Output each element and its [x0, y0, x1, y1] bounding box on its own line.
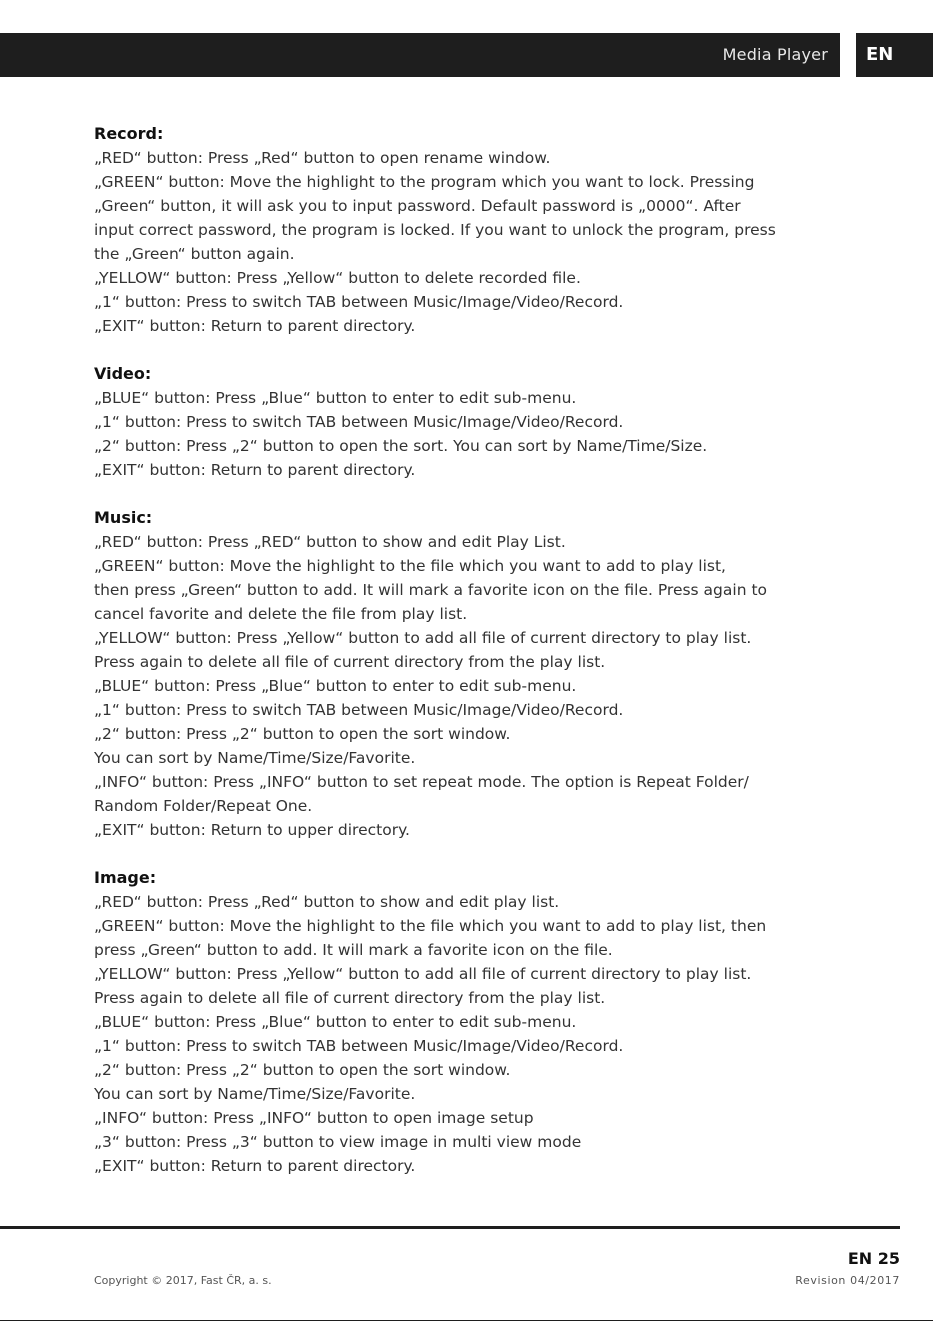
text-line: „2“ button: Press „2“ button to open the sort window. — [94, 725, 511, 743]
text-line: input correct password, the program is locked. If you want to unlock the program, press — [94, 221, 776, 239]
section-title: Video: — [94, 364, 152, 383]
header-title: Media Player — [722, 45, 828, 64]
text-line: Press again to delete all file of current directory from the play list. — [94, 653, 606, 671]
text-line: „YELLOW“ button: Press „Yellow“ button to add all file of current directory to play list. — [94, 965, 752, 983]
text-line: „BLUE“ button: Press „Blue“ button to enter to edit sub-menu. — [94, 389, 577, 407]
text-line: „1“ button: Press to switch TAB between Music/Image/Video/Record. — [94, 701, 624, 719]
text-line: „1“ button: Press to switch TAB between Music/Image/Video/Record. — [94, 413, 624, 431]
text-line: „GREEN“ button: Move the highlight to the program which you want to lock. Pressing — [94, 173, 755, 191]
text-line: Random Folder/Repeat One. — [94, 797, 313, 815]
text-line: cancel favorite and delete the file from play list. — [94, 605, 468, 623]
bottom-divider — [0, 1320, 933, 1321]
section-image — [94, 866, 854, 1178]
text-line: „EXIT“ button: Return to upper directory. — [94, 821, 410, 839]
section-record — [94, 122, 854, 338]
section-title: Image: — [94, 868, 157, 887]
language-tab — [856, 33, 933, 77]
text-line: „2“ button: Press „2“ button to open the sort window. — [94, 1061, 511, 1079]
text-line: „INFO“ button: Press „INFO“ button to open image setup — [94, 1109, 534, 1127]
text-line: „INFO“ button: Press „INFO“ button to set repeat mode. The option is Repeat Folder/ — [94, 773, 749, 791]
text-line: then press „Green“ button to add. It will mark a favorite icon on the file. Press again to — [94, 581, 768, 599]
text-line: „EXIT“ button: Return to parent directory. — [94, 317, 416, 335]
page-number: EN 25 — [847, 1249, 900, 1268]
text-line: „RED“ button: Press „Red“ button to open rename window. — [94, 149, 551, 167]
text-line: Press again to delete all file of current directory from the play list. — [94, 989, 606, 1007]
section-video — [94, 362, 854, 482]
text-line: „GREEN“ button: Move the highlight to the file which you want to add to play list, then — [94, 917, 767, 935]
text-line: You can sort by Name/Time/Size/Favorite. — [94, 749, 416, 767]
text-line: „BLUE“ button: Press „Blue“ button to enter to edit sub-menu. — [94, 677, 577, 695]
text-line: „1“ button: Press to switch TAB between Music/Image/Video/Record. — [94, 293, 624, 311]
text-line: You can sort by Name/Time/Size/Favorite. — [94, 1085, 416, 1103]
section-title: Music: — [94, 508, 153, 527]
text-line: „BLUE“ button: Press „Blue“ button to enter to edit sub-menu. — [94, 1013, 577, 1031]
section-music — [94, 506, 854, 842]
text-line: the „Green“ button again. — [94, 245, 295, 263]
text-line: „GREEN“ button: Move the highlight to the file which you want to add to play list, — [94, 557, 726, 575]
text-line: „1“ button: Press to switch TAB between Music/Image/Video/Record. — [94, 1037, 624, 1055]
manual-content — [94, 122, 854, 1202]
section-title: Record: — [94, 124, 164, 143]
text-line: „EXIT“ button: Return to parent directory. — [94, 1157, 416, 1175]
text-line: „EXIT“ button: Return to parent directory. — [94, 461, 416, 479]
revision-text: Revision 04/2017 — [795, 1274, 900, 1287]
text-line: „Green“ button, it will ask you to input password. Default password is „0000“. After — [94, 197, 741, 215]
copyright-text: Copyright © 2017, Fast ČR, a. s. — [94, 1274, 272, 1287]
header-bar — [0, 33, 840, 77]
language-label: EN — [866, 44, 894, 65]
text-line: „3“ button: Press „3“ button to view image in multi view mode — [94, 1133, 582, 1151]
text-line: „RED“ button: Press „Red“ button to show and edit play list. — [94, 893, 560, 911]
text-line: „RED“ button: Press „RED“ button to show and edit Play List. — [94, 533, 566, 551]
footer-divider — [0, 1226, 900, 1229]
text-line: „YELLOW“ button: Press „Yellow“ button to add all file of current directory to play list. — [94, 629, 752, 647]
text-line: „2“ button: Press „2“ button to open the sort. You can sort by Name/Time/Size. — [94, 437, 708, 455]
text-line: press „Green“ button to add. It will mark a favorite icon on the file. — [94, 941, 613, 959]
text-line: „YELLOW“ button: Press „Yellow“ button to delete recorded file. — [94, 269, 581, 287]
